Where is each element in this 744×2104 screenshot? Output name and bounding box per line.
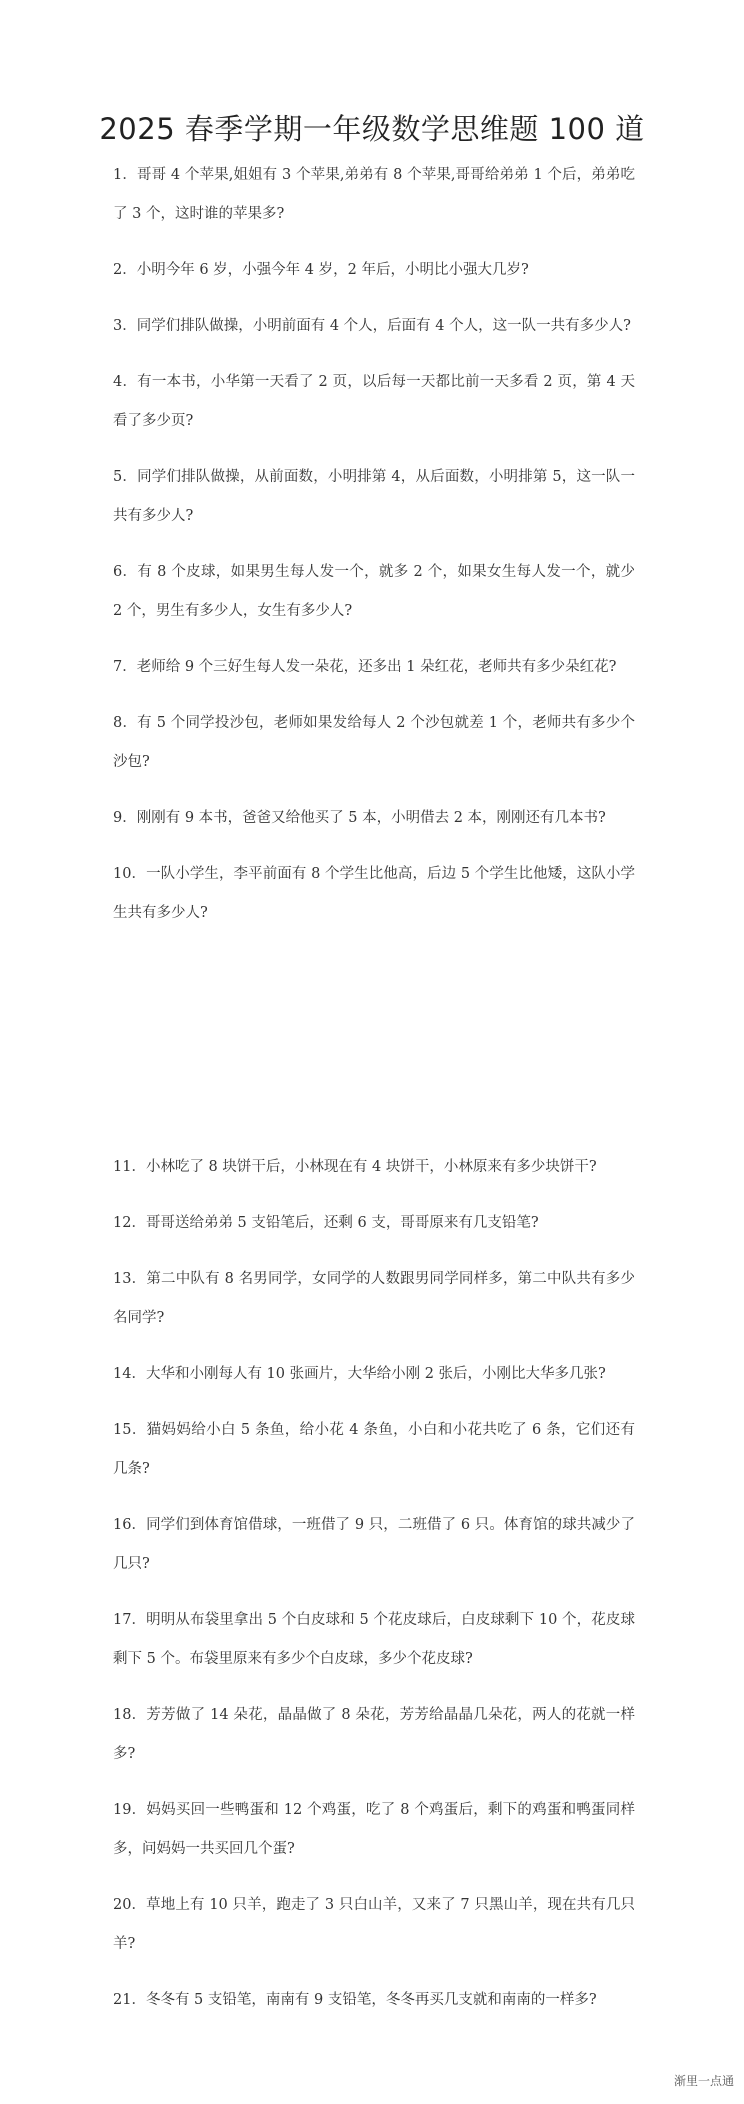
problem-item: 7．老师给 9 个三好生每人发一朵花，还多出 1 朵红花，老师共有多少朵红花?	[113, 659, 617, 675]
problem-item: 16．同学们到体育馆借球，一班借了 9 只，二班借了 6 只。体育馆的球共减少了几只?	[113, 1517, 635, 1572]
problem-list-first-block	[113, 156, 635, 950]
problem-item: 12．哥哥送给弟弟 5 支铅笔后，还剩 6 支，哥哥原来有几支铅笔?	[113, 1215, 539, 1231]
page-title: 2025 春季学期一年级数学思维题 100 道	[99, 112, 645, 147]
problem-item: 21．冬冬有 5 支铅笔，南南有 9 支铅笔，冬冬再买几支就和南南的一样多?	[113, 1992, 597, 2008]
problem-item: 14．大华和小刚每人有 10 张画片，大华给小刚 2 张后，小刚比大华多几张?	[113, 1366, 606, 1382]
problem-item: 4．有一本书，小华第一天看了 2 页，以后每一天都比前一天多看 2 页，第 4 天看了多少页?	[113, 374, 635, 429]
problem-item: 3．同学们排队做操，小明前面有 4 个人，后面有 4 个人，这一队一共有多少人?	[113, 318, 631, 334]
problem-item: 2．小明今年 6 岁，小强今年 4 岁，2 年后，小明比小强大几岁?	[113, 262, 529, 278]
problem-item: 11．小林吃了 8 块饼干后，小林现在有 4 块饼干，小林原来有多少块饼干?	[113, 1159, 597, 1175]
problem-item: 1．哥哥 4 个苹果,姐姐有 3 个苹果,弟弟有 8 个苹果,哥哥给弟弟 1 个后，弟弟吃了 3 个，这时谁的苹果多?	[113, 167, 635, 222]
problem-item: 19．妈妈买回一些鸭蛋和 12 个鸡蛋，吃了 8 个鸡蛋后，剩下的鸡蛋和鸭蛋同样多，问妈妈一共买回几个蛋?	[113, 1802, 635, 1857]
problem-item: 20．草地上有 10 只羊，跑走了 3 只白山羊，又来了 7 只黑山羊，现在共有几只羊?	[113, 1897, 635, 1952]
problem-item: 13．第二中队有 8 名男同学，女同学的人数跟男同学同样多，第二中队共有多少名同学?	[113, 1271, 635, 1326]
problem-item: 8．有 5 个同学投沙包，老师如果发给每人 2 个沙包就差 1 个，老师共有多少个沙包?	[113, 715, 635, 770]
problem-item: 15．猫妈妈给小白 5 条鱼，给小花 4 条鱼，小白和小花共吃了 6 条，它们还有几条?	[113, 1422, 635, 1477]
watermark-text: 渐里一点通	[673, 2074, 734, 2088]
problem-item: 6．有 8 个皮球，如果男生每人发一个，就多 2 个，如果女生每人发一个，就少 2 个，男生有多少人，女生有多少人?	[113, 564, 635, 619]
problem-item: 10．一队小学生，李平前面有 8 个学生比他高，后边 5 个学生比他矮，这队小学生共有多少人?	[113, 866, 635, 921]
problem-item: 17．明明从布袋里拿出 5 个白皮球和 5 个花皮球后，白皮球剩下 10 个，花皮球剩下 5 个。布袋里原来有多少个白皮球，多少个花皮球?	[113, 1612, 635, 1667]
problem-item: 18．芳芳做了 14 朵花，晶晶做了 8 朵花，芳芳给晶晶几朵花，两人的花就一样多?	[113, 1707, 635, 1762]
problem-list-second-block	[113, 1148, 635, 2037]
problem-item: 5．同学们排队做操，从前面数，小明排第 4，从后面数，小明排第 5，这一队一共有多少人?	[113, 469, 635, 524]
problem-item: 9．刚刚有 9 本书，爸爸又给他买了 5 本，小明借去 2 本，刚刚还有几本书?	[113, 810, 606, 826]
